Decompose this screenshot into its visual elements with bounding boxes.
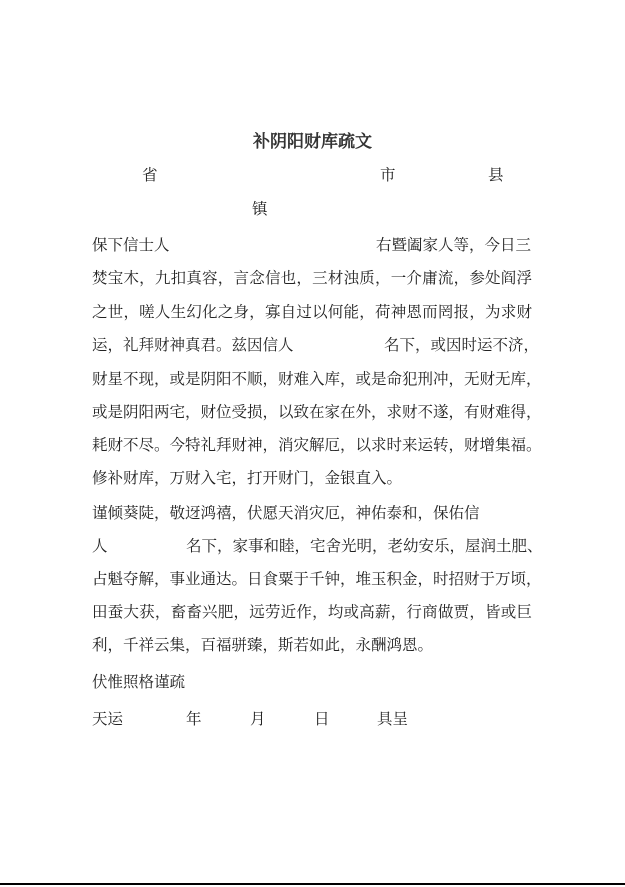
para1-line3: 之世，嗟人生幻化之身，寡自过以何能，荷神恩而罔报，为求财	[92, 303, 532, 321]
address-city: 市	[380, 166, 396, 184]
date-prefix: 天运	[92, 710, 124, 728]
para2-line2-left: 人	[92, 537, 108, 555]
closing-line: 伏惟照格谨疏	[92, 673, 186, 691]
para1-line5: 财星不现，或是阴阳不顺，财难入库，或是命犯刑冲，无财无库，	[92, 370, 542, 388]
para2-line4: 田蚕大获，畜畜兴肥，远劳近作，均或高薪，行商做贾，皆或巨	[92, 603, 532, 621]
para2-line2-right: 名下，家事和睦，宅舍光明，老幼安乐，屋润土肥、	[186, 537, 543, 555]
address-county: 县	[488, 166, 504, 184]
address-province: 省	[142, 166, 158, 184]
para2-line1: 谨倾葵陡，敬迓鸿禧，伏愿天消灾厄，神佑泰和，保佑信	[92, 504, 480, 522]
date-year: 年	[186, 710, 202, 728]
para1-line1-right: 右暨阖家人等，今日三	[376, 236, 532, 254]
address-town: 镇	[252, 200, 268, 218]
para2-line5: 利，千祥云集，百福骈臻，斯若如此，永酬鸿恩。	[92, 636, 434, 654]
para1-line6: 或是阴阳两宅，财位受损，以致在家在外，求财不遂，有财难得，	[92, 403, 542, 421]
para1-line2: 焚宝木，九扣真容，言念信也，三材浊质，一介庸流，参处阎浮	[92, 269, 532, 287]
para1-line4-left: 运，礼拜财神真君。兹因信人	[92, 336, 294, 354]
para1-line4-right: 名下，或因时运不济，	[384, 336, 540, 354]
para1-line7: 耗财不尽。今特礼拜财神，消灾解厄，以求时来运转，财增集福。	[92, 436, 542, 454]
para2-line3: 占魁夺解，事业通达。日食粟于千钟，堆玉积金，时招财于万顷，	[92, 570, 542, 588]
para1-line1-left: 保下信士人	[92, 236, 170, 254]
date-month: 月	[250, 710, 266, 728]
page-bottom-rule	[0, 883, 625, 885]
para1-line8: 修补财库，万财入宅，打开财门，金银直入。	[92, 469, 403, 487]
date-suffix: 具呈	[377, 710, 409, 728]
date-day: 日	[314, 710, 330, 728]
page-title: 补阴阳财库疏文	[253, 132, 372, 152]
